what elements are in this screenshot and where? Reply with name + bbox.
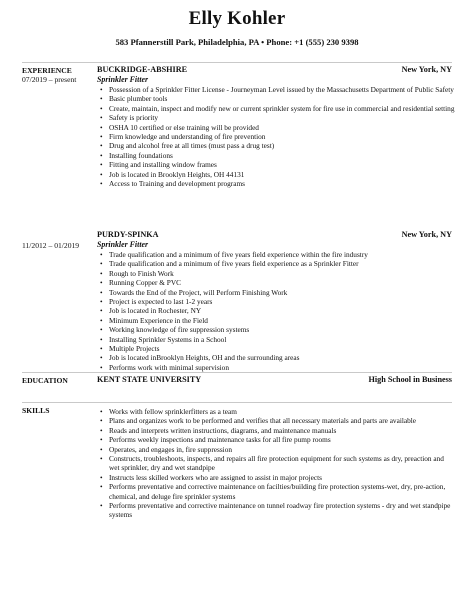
job-1-company: BUCKRIDGE-ABSHIRE: [97, 65, 188, 74]
job-1-title: Sprinkler Fitter: [97, 75, 149, 84]
list-item: • Plans and organizes work to be performed and verifies that all necessary materials and parts are available: [100, 416, 417, 426]
list-item: • Installing foundations: [100, 150, 173, 160]
list-item: • OSHA 10 certified or else training will be provided: [100, 122, 259, 132]
skills-heading: SKILLS: [22, 406, 50, 415]
experience-divider: [22, 62, 452, 63]
job-2-dates: 11/2012 – 01/2019: [22, 241, 80, 250]
list-item: • Performs work with minimal supervision: [100, 362, 229, 372]
list-item: • Constructs, troubleshoots, inspects, and repairs all fire protection equipment for such systems as dry, preaction and wet sprinkler, dry and wet standpipe: [100, 454, 444, 473]
job-2-location: New York, NY: [401, 230, 452, 239]
list-item: • Minimum Experience in the Field: [100, 315, 208, 325]
education-heading: EDUCATION: [22, 376, 68, 385]
education-degree: High School in Business: [368, 375, 452, 384]
list-item: • Firm knowledge and understanding of fire prevention: [100, 132, 266, 142]
list-item: • Performs preventative and corrective maintenance on facilties/building fire protection systems-wet, dry, pre-action, chemical, and deluge fire sprinkler systems: [100, 482, 446, 501]
experience-heading: EXPERIENCE: [22, 66, 72, 75]
job-2-title: Sprinkler Fitter: [97, 240, 149, 249]
list-item: • Rough to Finish Work: [100, 268, 174, 278]
list-item: • Drug and alcohol free at all times (must pass a drug test): [100, 141, 275, 151]
list-item: • Running Copper & PVC: [100, 278, 181, 288]
list-item: • Reads and interprets written instructions, diagrams, and maintenance manuals: [100, 425, 337, 435]
contact-line: 583 Pfannerstill Park, Philadelphia, PA • Phone: +1 (555) 230 9398: [115, 37, 359, 47]
job-1-dates: 07/2019 – present: [22, 75, 77, 84]
list-item: • Multiple Projects: [100, 344, 160, 354]
list-item: • Trade qualification and a minimum of five years field experience within the fire industry: [100, 250, 368, 259]
list-item: • Towards the End of the Project, will Perform Finishing Work: [100, 287, 288, 297]
candidate-name: Elly Kohler: [188, 8, 286, 29]
skills-bullets: [97, 407, 455, 520]
list-item: • Job is located in Brooklyn Heights, OH 44131: [100, 169, 245, 179]
skills-divider: [22, 402, 452, 403]
list-item: • Safety is priority: [100, 113, 159, 123]
list-item: • Job is located in Rochester, NY: [100, 306, 202, 316]
list-item: • Project is expected to last 1-2 years: [100, 297, 213, 307]
job-1-location: New York, NY: [401, 65, 452, 74]
list-item: • Create, maintain, inspect and modify new or current sprinkler system for fire use in commercial and residential setting: [100, 103, 455, 113]
list-item: • Works with fellow sprinklerfitters as a team: [100, 407, 237, 416]
list-item: • Basic plumber tools: [100, 94, 168, 104]
education-divider: [22, 372, 452, 373]
list-item: • Fitting and installing window frames: [100, 160, 217, 170]
job-2-bullets: [97, 250, 455, 372]
list-item: • Possession of a Sprinkler Fitter License - Journeyman Level issued by the Massachusetts Department of Public Safety: [100, 85, 454, 94]
list-item: • Trade qualification and a minimum of five years field experience as a Sprinkler Fitter: [100, 259, 359, 269]
list-item: • Performs weekly inspections and maintenance tasks for all fire pump rooms: [100, 435, 331, 445]
list-item: • Performs preventative and corrective maintenance on tunnel roadway fire protection systems - dry and wet standpipe systems: [100, 501, 451, 520]
list-item: • Working knowledge of fire suppression systems: [100, 325, 250, 335]
list-item: • Instructs less skilled workers who are assigned to assist in major projects: [100, 472, 322, 482]
job-1-bullets: [97, 85, 455, 188]
job-2-company: PURDY-SPINKA: [97, 230, 159, 239]
list-item: • Job is located inBrooklyn Heights, OH and the surrounding areas: [100, 353, 300, 363]
list-item: • Installing Sprinkler Systems in a School: [100, 334, 227, 344]
list-item: • Access to Training and development programs: [100, 179, 245, 189]
education-school: KENT STATE UNIVERSITY: [97, 375, 202, 384]
list-item: • Operates, and engages in, fire suppression: [100, 444, 232, 454]
